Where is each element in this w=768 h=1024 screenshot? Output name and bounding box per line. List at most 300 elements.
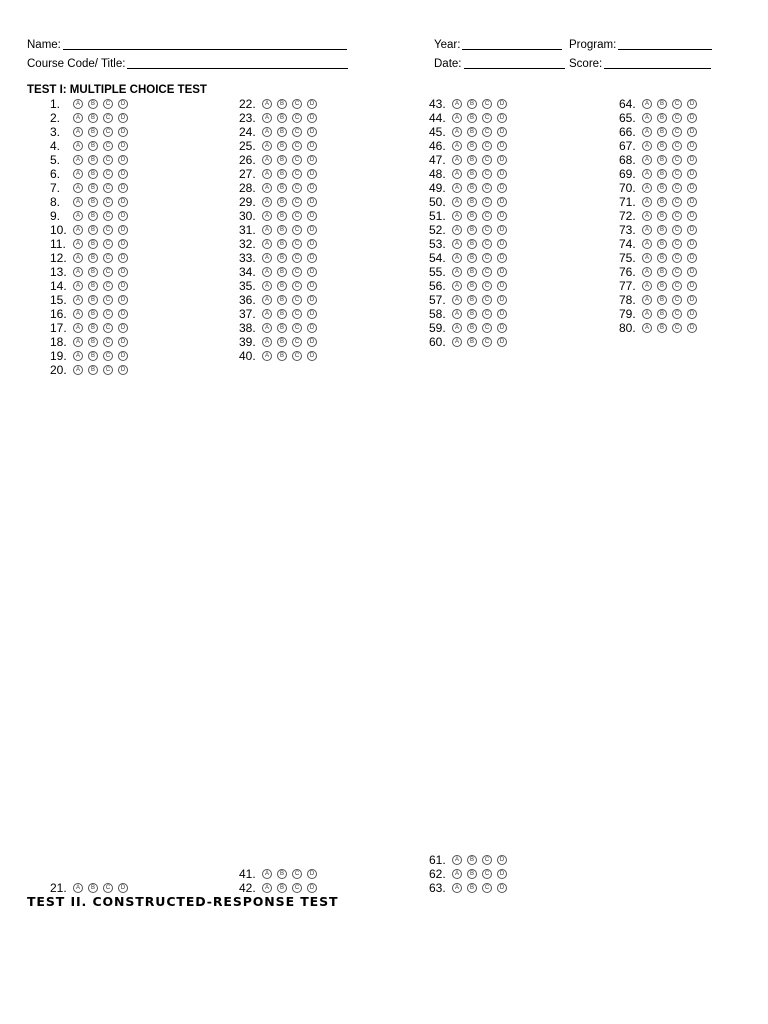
choice-bubble-d[interactable]: D <box>497 183 507 193</box>
choice-bubble-a[interactable]: A <box>262 211 272 221</box>
choice-bubble-c[interactable]: C <box>103 337 113 347</box>
choice-bubble-d[interactable]: D <box>118 281 128 291</box>
choice-bubble-c[interactable]: C <box>482 183 492 193</box>
choice-bubble-a[interactable]: A <box>642 239 652 249</box>
choice-bubble-d[interactable]: D <box>497 99 507 109</box>
choice-bubble-c[interactable]: C <box>292 141 302 151</box>
choice-bubble-b[interactable]: B <box>657 295 667 305</box>
choice-bubble-d[interactable]: D <box>118 197 128 207</box>
choice-bubble-d[interactable]: D <box>118 337 128 347</box>
choice-bubble-d[interactable]: D <box>118 183 128 193</box>
choice-bubble-b[interactable]: B <box>88 113 98 123</box>
choice-bubble-b[interactable]: B <box>467 169 477 179</box>
choice-bubble-b[interactable]: B <box>657 197 667 207</box>
choice-bubble-b[interactable]: B <box>467 883 477 893</box>
choice-bubble-b[interactable]: B <box>277 141 287 151</box>
choice-bubble-b[interactable]: B <box>277 309 287 319</box>
choice-bubble-c[interactable]: C <box>672 281 682 291</box>
choice-bubble-b[interactable]: B <box>657 155 667 165</box>
choice-bubble-b[interactable]: B <box>88 155 98 165</box>
choice-bubble-b[interactable]: B <box>657 127 667 137</box>
choice-bubble-c[interactable]: C <box>292 295 302 305</box>
choice-bubble-b[interactable]: B <box>657 281 667 291</box>
choice-bubble-d[interactable]: D <box>687 211 697 221</box>
choice-bubble-d[interactable]: D <box>687 141 697 151</box>
choice-bubble-c[interactable]: C <box>103 113 113 123</box>
choice-bubble-c[interactable]: C <box>292 253 302 263</box>
choice-bubble-a[interactable]: A <box>452 281 462 291</box>
choice-bubble-b[interactable]: B <box>88 239 98 249</box>
choice-bubble-d[interactable]: D <box>307 281 317 291</box>
choice-bubble-c[interactable]: C <box>292 183 302 193</box>
choice-bubble-c[interactable]: C <box>292 211 302 221</box>
choice-bubble-c[interactable]: C <box>292 337 302 347</box>
choice-bubble-d[interactable]: D <box>307 309 317 319</box>
choice-bubble-a[interactable]: A <box>262 337 272 347</box>
choice-bubble-d[interactable]: D <box>687 309 697 319</box>
choice-bubble-c[interactable]: C <box>672 225 682 235</box>
choice-bubble-c[interactable]: C <box>292 281 302 291</box>
choice-bubble-c[interactable]: C <box>292 155 302 165</box>
choice-bubble-b[interactable]: B <box>277 211 287 221</box>
choice-bubble-d[interactable]: D <box>118 365 128 375</box>
choice-bubble-c[interactable]: C <box>292 883 302 893</box>
choice-bubble-a[interactable]: A <box>262 169 272 179</box>
choice-bubble-d[interactable]: D <box>307 225 317 235</box>
choice-bubble-c[interactable]: C <box>103 155 113 165</box>
choice-bubble-d[interactable]: D <box>497 211 507 221</box>
choice-bubble-c[interactable]: C <box>482 323 492 333</box>
choice-bubble-a[interactable]: A <box>642 183 652 193</box>
choice-bubble-d[interactable]: D <box>307 127 317 137</box>
choice-bubble-b[interactable]: B <box>88 169 98 179</box>
choice-bubble-c[interactable]: C <box>103 309 113 319</box>
choice-bubble-a[interactable]: A <box>452 239 462 249</box>
choice-bubble-d[interactable]: D <box>497 113 507 123</box>
choice-bubble-c[interactable]: C <box>482 267 492 277</box>
choice-bubble-a[interactable]: A <box>262 267 272 277</box>
choice-bubble-d[interactable]: D <box>687 295 697 305</box>
choice-bubble-d[interactable]: D <box>307 99 317 109</box>
choice-bubble-a[interactable]: A <box>452 155 462 165</box>
choice-bubble-c[interactable]: C <box>672 155 682 165</box>
choice-bubble-a[interactable]: A <box>262 253 272 263</box>
choice-bubble-a[interactable]: A <box>452 309 462 319</box>
choice-bubble-a[interactable]: A <box>262 225 272 235</box>
choice-bubble-c[interactable]: C <box>292 169 302 179</box>
choice-bubble-d[interactable]: D <box>497 883 507 893</box>
choice-bubble-c[interactable]: C <box>482 155 492 165</box>
choice-bubble-d[interactable]: D <box>118 267 128 277</box>
course-blank[interactable] <box>127 68 348 69</box>
choice-bubble-b[interactable]: B <box>467 211 477 221</box>
choice-bubble-b[interactable]: B <box>277 337 287 347</box>
choice-bubble-c[interactable]: C <box>482 239 492 249</box>
choice-bubble-b[interactable]: B <box>467 309 477 319</box>
choice-bubble-b[interactable]: B <box>467 337 477 347</box>
choice-bubble-a[interactable]: A <box>452 183 462 193</box>
choice-bubble-d[interactable]: D <box>307 113 317 123</box>
choice-bubble-b[interactable]: B <box>467 253 477 263</box>
choice-bubble-b[interactable]: B <box>277 239 287 249</box>
choice-bubble-d[interactable]: D <box>687 253 697 263</box>
choice-bubble-c[interactable]: C <box>482 855 492 865</box>
choice-bubble-c[interactable]: C <box>482 141 492 151</box>
choice-bubble-a[interactable]: A <box>73 309 83 319</box>
choice-bubble-a[interactable]: A <box>262 141 272 151</box>
choice-bubble-a[interactable]: A <box>642 113 652 123</box>
choice-bubble-d[interactable]: D <box>307 267 317 277</box>
choice-bubble-b[interactable]: B <box>88 225 98 235</box>
choice-bubble-c[interactable]: C <box>103 253 113 263</box>
choice-bubble-c[interactable]: C <box>103 211 113 221</box>
choice-bubble-c[interactable]: C <box>672 253 682 263</box>
choice-bubble-b[interactable]: B <box>467 141 477 151</box>
choice-bubble-c[interactable]: C <box>672 295 682 305</box>
choice-bubble-b[interactable]: B <box>88 309 98 319</box>
choice-bubble-b[interactable]: B <box>467 855 477 865</box>
choice-bubble-c[interactable]: C <box>482 295 492 305</box>
choice-bubble-a[interactable]: A <box>452 253 462 263</box>
choice-bubble-d[interactable]: D <box>307 155 317 165</box>
name-blank[interactable] <box>63 49 347 50</box>
choice-bubble-c[interactable]: C <box>482 99 492 109</box>
choice-bubble-a[interactable]: A <box>452 855 462 865</box>
choice-bubble-a[interactable]: A <box>73 99 83 109</box>
choice-bubble-a[interactable]: A <box>73 183 83 193</box>
choice-bubble-d[interactable]: D <box>118 323 128 333</box>
choice-bubble-a[interactable]: A <box>262 309 272 319</box>
choice-bubble-a[interactable]: A <box>452 225 462 235</box>
choice-bubble-c[interactable]: C <box>103 351 113 361</box>
choice-bubble-b[interactable]: B <box>88 323 98 333</box>
choice-bubble-c[interactable]: C <box>482 225 492 235</box>
choice-bubble-d[interactable]: D <box>687 127 697 137</box>
choice-bubble-d[interactable]: D <box>497 225 507 235</box>
choice-bubble-d[interactable]: D <box>497 239 507 249</box>
choice-bubble-c[interactable]: C <box>292 197 302 207</box>
choice-bubble-a[interactable]: A <box>452 267 462 277</box>
choice-bubble-c[interactable]: C <box>103 169 113 179</box>
choice-bubble-b[interactable]: B <box>467 869 477 879</box>
choice-bubble-a[interactable]: A <box>642 127 652 137</box>
choice-bubble-b[interactable]: B <box>657 99 667 109</box>
choice-bubble-a[interactable]: A <box>73 253 83 263</box>
choice-bubble-a[interactable]: A <box>642 281 652 291</box>
choice-bubble-b[interactable]: B <box>467 281 477 291</box>
choice-bubble-c[interactable]: C <box>482 197 492 207</box>
choice-bubble-d[interactable]: D <box>118 155 128 165</box>
choice-bubble-d[interactable]: D <box>307 183 317 193</box>
choice-bubble-b[interactable]: B <box>657 309 667 319</box>
choice-bubble-a[interactable]: A <box>452 127 462 137</box>
choice-bubble-b[interactable]: B <box>657 267 667 277</box>
choice-bubble-b[interactable]: B <box>277 197 287 207</box>
choice-bubble-b[interactable]: B <box>657 253 667 263</box>
choice-bubble-a[interactable]: A <box>262 239 272 249</box>
choice-bubble-d[interactable]: D <box>307 323 317 333</box>
choice-bubble-b[interactable]: B <box>277 127 287 137</box>
choice-bubble-b[interactable]: B <box>88 183 98 193</box>
choice-bubble-c[interactable]: C <box>672 309 682 319</box>
choice-bubble-d[interactable]: D <box>307 295 317 305</box>
choice-bubble-a[interactable]: A <box>73 155 83 165</box>
choice-bubble-a[interactable]: A <box>262 127 272 137</box>
choice-bubble-c[interactable]: C <box>292 323 302 333</box>
choice-bubble-d[interactable]: D <box>687 113 697 123</box>
choice-bubble-b[interactable]: B <box>88 141 98 151</box>
choice-bubble-d[interactable]: D <box>687 281 697 291</box>
choice-bubble-b[interactable]: B <box>467 267 477 277</box>
choice-bubble-b[interactable]: B <box>277 225 287 235</box>
choice-bubble-c[interactable]: C <box>292 351 302 361</box>
choice-bubble-c[interactable]: C <box>103 365 113 375</box>
choice-bubble-c[interactable]: C <box>482 281 492 291</box>
choice-bubble-c[interactable]: C <box>103 323 113 333</box>
choice-bubble-d[interactable]: D <box>497 309 507 319</box>
choice-bubble-c[interactable]: C <box>103 281 113 291</box>
choice-bubble-d[interactable]: D <box>307 239 317 249</box>
choice-bubble-d[interactable]: D <box>307 141 317 151</box>
choice-bubble-d[interactable]: D <box>118 239 128 249</box>
choice-bubble-c[interactable]: C <box>672 169 682 179</box>
choice-bubble-b[interactable]: B <box>277 883 287 893</box>
choice-bubble-c[interactable]: C <box>482 337 492 347</box>
choice-bubble-b[interactable]: B <box>277 323 287 333</box>
choice-bubble-b[interactable]: B <box>88 127 98 137</box>
choice-bubble-a[interactable]: A <box>73 211 83 221</box>
choice-bubble-d[interactable]: D <box>118 169 128 179</box>
choice-bubble-c[interactable]: C <box>672 211 682 221</box>
choice-bubble-a[interactable]: A <box>73 365 83 375</box>
choice-bubble-d[interactable]: D <box>497 197 507 207</box>
choice-bubble-d[interactable]: D <box>687 239 697 249</box>
choice-bubble-b[interactable]: B <box>88 211 98 221</box>
choice-bubble-a[interactable]: A <box>452 197 462 207</box>
choice-bubble-c[interactable]: C <box>103 99 113 109</box>
choice-bubble-d[interactable]: D <box>307 211 317 221</box>
choice-bubble-b[interactable]: B <box>657 239 667 249</box>
choice-bubble-a[interactable]: A <box>262 869 272 879</box>
choice-bubble-d[interactable]: D <box>118 309 128 319</box>
choice-bubble-d[interactable]: D <box>687 155 697 165</box>
choice-bubble-d[interactable]: D <box>687 197 697 207</box>
choice-bubble-b[interactable]: B <box>657 169 667 179</box>
choice-bubble-a[interactable]: A <box>262 113 272 123</box>
choice-bubble-b[interactable]: B <box>277 351 287 361</box>
choice-bubble-a[interactable]: A <box>642 211 652 221</box>
choice-bubble-c[interactable]: C <box>672 267 682 277</box>
choice-bubble-a[interactable]: A <box>642 155 652 165</box>
choice-bubble-b[interactable]: B <box>88 883 98 893</box>
choice-bubble-a[interactable]: A <box>452 337 462 347</box>
choice-bubble-c[interactable]: C <box>103 183 113 193</box>
choice-bubble-a[interactable]: A <box>73 127 83 137</box>
choice-bubble-c[interactable]: C <box>292 113 302 123</box>
choice-bubble-a[interactable]: A <box>73 883 83 893</box>
choice-bubble-d[interactable]: D <box>497 337 507 347</box>
choice-bubble-c[interactable]: C <box>482 211 492 221</box>
choice-bubble-c[interactable]: C <box>672 239 682 249</box>
choice-bubble-c[interactable]: C <box>672 99 682 109</box>
choice-bubble-d[interactable]: D <box>497 127 507 137</box>
choice-bubble-a[interactable]: A <box>262 155 272 165</box>
choice-bubble-a[interactable]: A <box>452 113 462 123</box>
choice-bubble-a[interactable]: A <box>452 883 462 893</box>
choice-bubble-d[interactable]: D <box>497 323 507 333</box>
choice-bubble-d[interactable]: D <box>497 267 507 277</box>
choice-bubble-a[interactable]: A <box>73 225 83 235</box>
choice-bubble-c[interactable]: C <box>482 113 492 123</box>
choice-bubble-b[interactable]: B <box>657 323 667 333</box>
choice-bubble-a[interactable]: A <box>452 99 462 109</box>
choice-bubble-b[interactable]: B <box>467 183 477 193</box>
choice-bubble-d[interactable]: D <box>118 99 128 109</box>
choice-bubble-d[interactable]: D <box>497 169 507 179</box>
choice-bubble-d[interactable]: D <box>687 183 697 193</box>
choice-bubble-a[interactable]: A <box>642 295 652 305</box>
choice-bubble-a[interactable]: A <box>452 323 462 333</box>
choice-bubble-b[interactable]: B <box>277 169 287 179</box>
program-blank[interactable] <box>618 49 712 50</box>
date-blank[interactable] <box>464 68 565 69</box>
choice-bubble-d[interactable]: D <box>687 99 697 109</box>
choice-bubble-d[interactable]: D <box>497 855 507 865</box>
choice-bubble-a[interactable]: A <box>262 883 272 893</box>
choice-bubble-a[interactable]: A <box>642 267 652 277</box>
choice-bubble-d[interactable]: D <box>687 267 697 277</box>
choice-bubble-a[interactable]: A <box>642 225 652 235</box>
choice-bubble-b[interactable]: B <box>277 281 287 291</box>
choice-bubble-a[interactable]: A <box>73 267 83 277</box>
choice-bubble-b[interactable]: B <box>88 267 98 277</box>
choice-bubble-d[interactable]: D <box>118 141 128 151</box>
choice-bubble-d[interactable]: D <box>307 869 317 879</box>
choice-bubble-c[interactable]: C <box>482 883 492 893</box>
choice-bubble-d[interactable]: D <box>687 169 697 179</box>
choice-bubble-b[interactable]: B <box>277 113 287 123</box>
choice-bubble-a[interactable]: A <box>642 253 652 263</box>
choice-bubble-b[interactable]: B <box>277 183 287 193</box>
choice-bubble-d[interactable]: D <box>118 113 128 123</box>
choice-bubble-d[interactable]: D <box>497 141 507 151</box>
choice-bubble-b[interactable]: B <box>88 99 98 109</box>
choice-bubble-a[interactable]: A <box>452 869 462 879</box>
choice-bubble-c[interactable]: C <box>482 309 492 319</box>
choice-bubble-a[interactable]: A <box>73 239 83 249</box>
choice-bubble-c[interactable]: C <box>292 99 302 109</box>
choice-bubble-c[interactable]: C <box>672 323 682 333</box>
choice-bubble-c[interactable]: C <box>292 127 302 137</box>
choice-bubble-d[interactable]: D <box>497 155 507 165</box>
choice-bubble-c[interactable]: C <box>103 127 113 137</box>
choice-bubble-a[interactable]: A <box>452 169 462 179</box>
choice-bubble-b[interactable]: B <box>88 281 98 291</box>
choice-bubble-d[interactable]: D <box>307 883 317 893</box>
choice-bubble-c[interactable]: C <box>292 225 302 235</box>
choice-bubble-c[interactable]: C <box>103 239 113 249</box>
choice-bubble-c[interactable]: C <box>672 197 682 207</box>
choice-bubble-b[interactable]: B <box>657 211 667 221</box>
choice-bubble-a[interactable]: A <box>642 169 652 179</box>
score-blank[interactable] <box>604 68 711 69</box>
choice-bubble-c[interactable]: C <box>103 197 113 207</box>
choice-bubble-a[interactable]: A <box>642 197 652 207</box>
choice-bubble-b[interactable]: B <box>657 225 667 235</box>
choice-bubble-c[interactable]: C <box>103 883 113 893</box>
choice-bubble-d[interactable]: D <box>118 225 128 235</box>
choice-bubble-a[interactable]: A <box>262 323 272 333</box>
choice-bubble-d[interactable]: D <box>497 281 507 291</box>
choice-bubble-b[interactable]: B <box>467 225 477 235</box>
choice-bubble-b[interactable]: B <box>467 99 477 109</box>
choice-bubble-a[interactable]: A <box>262 281 272 291</box>
choice-bubble-d[interactable]: D <box>497 295 507 305</box>
choice-bubble-a[interactable]: A <box>73 197 83 207</box>
choice-bubble-d[interactable]: D <box>118 127 128 137</box>
choice-bubble-d[interactable]: D <box>118 253 128 263</box>
choice-bubble-b[interactable]: B <box>88 365 98 375</box>
choice-bubble-b[interactable]: B <box>277 267 287 277</box>
choice-bubble-b[interactable]: B <box>467 197 477 207</box>
choice-bubble-a[interactable]: A <box>262 295 272 305</box>
choice-bubble-a[interactable]: A <box>73 323 83 333</box>
choice-bubble-b[interactable]: B <box>88 295 98 305</box>
choice-bubble-a[interactable]: A <box>642 309 652 319</box>
choice-bubble-a[interactable]: A <box>262 183 272 193</box>
choice-bubble-b[interactable]: B <box>277 99 287 109</box>
choice-bubble-d[interactable]: D <box>687 323 697 333</box>
choice-bubble-c[interactable]: C <box>482 869 492 879</box>
choice-bubble-b[interactable]: B <box>277 295 287 305</box>
choice-bubble-a[interactable]: A <box>452 141 462 151</box>
choice-bubble-d[interactable]: D <box>497 869 507 879</box>
choice-bubble-c[interactable]: C <box>672 127 682 137</box>
choice-bubble-a[interactable]: A <box>642 323 652 333</box>
choice-bubble-c[interactable]: C <box>482 169 492 179</box>
choice-bubble-c[interactable]: C <box>482 253 492 263</box>
choice-bubble-b[interactable]: B <box>467 113 477 123</box>
choice-bubble-c[interactable]: C <box>292 267 302 277</box>
choice-bubble-c[interactable]: C <box>482 127 492 137</box>
choice-bubble-b[interactable]: B <box>467 239 477 249</box>
choice-bubble-d[interactable]: D <box>118 295 128 305</box>
choice-bubble-c[interactable]: C <box>103 225 113 235</box>
choice-bubble-a[interactable]: A <box>73 169 83 179</box>
choice-bubble-c[interactable]: C <box>103 141 113 151</box>
choice-bubble-b[interactable]: B <box>277 869 287 879</box>
choice-bubble-c[interactable]: C <box>103 295 113 305</box>
choice-bubble-d[interactable]: D <box>118 211 128 221</box>
choice-bubble-a[interactable]: A <box>73 113 83 123</box>
choice-bubble-b[interactable]: B <box>467 323 477 333</box>
choice-bubble-c[interactable]: C <box>672 141 682 151</box>
choice-bubble-d[interactable]: D <box>307 337 317 347</box>
choice-bubble-b[interactable]: B <box>88 337 98 347</box>
choice-bubble-d[interactable]: D <box>118 883 128 893</box>
choice-bubble-a[interactable]: A <box>73 351 83 361</box>
choice-bubble-a[interactable]: A <box>452 295 462 305</box>
choice-bubble-a[interactable]: A <box>642 99 652 109</box>
choice-bubble-d[interactable]: D <box>307 197 317 207</box>
choice-bubble-b[interactable]: B <box>88 197 98 207</box>
choice-bubble-b[interactable]: B <box>657 113 667 123</box>
choice-bubble-b[interactable]: B <box>88 253 98 263</box>
choice-bubble-c[interactable]: C <box>292 869 302 879</box>
choice-bubble-a[interactable]: A <box>73 337 83 347</box>
choice-bubble-b[interactable]: B <box>467 127 477 137</box>
choice-bubble-d[interactable]: D <box>118 351 128 361</box>
